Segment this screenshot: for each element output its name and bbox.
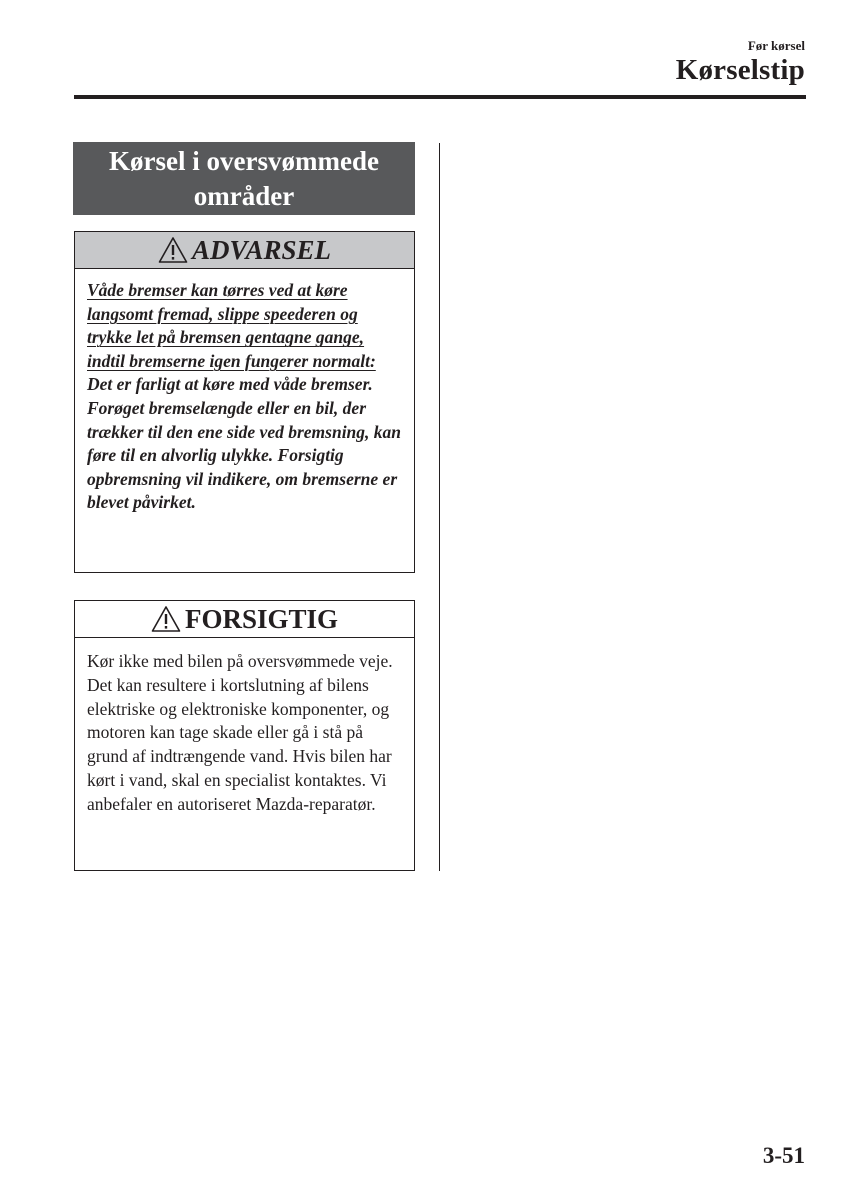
page-title: Kørselstip (675, 54, 805, 86)
caution-label: FORSIGTIG (184, 603, 339, 634)
column-divider (439, 143, 440, 871)
section-title-line1: Kørsel i oversvømmede (109, 146, 379, 176)
section-title-line2: områder (193, 181, 295, 211)
warning-triangle-icon (158, 236, 188, 264)
header-rule (74, 95, 806, 99)
header-section-label: Før kørsel (747, 38, 805, 53)
warning-header (75, 232, 414, 269)
caution-header (75, 601, 414, 638)
caution-box (74, 600, 415, 871)
warning-body (75, 269, 414, 515)
warning-text: Det er farligt at køre med våde bremser. Forøget bremselængde eller en bil, der trækker til den ene side ved bremsning, kan føre til en alvorlig ulykke. Forsigtig opbremsning vil indikere, om bremserne er blevet påvirket. (87, 374, 402, 513)
warning-triangle-icon (151, 605, 181, 633)
warning-underlined-text: Våde bremser kan tørres ved at køre langsomt fremad, slippe speederen og trykke let på bremsen gentagne gange, indtil bremserne igen fungerer normalt: (87, 280, 376, 371)
caution-body: Kør ikke med bilen på oversvømmede veje. Det kan resultere i kortslutning af bilens elektriske og elektroniske komponenter, og motoren kan tage skade eller gå i stå på grund af indtrængende vand. Hvis bilen har kørt i vand, skal en specialist kontaktes. Vi anbefaler en autoriseret Mazda-reparatør. (87, 651, 393, 814)
warning-label: ADVARSEL (191, 234, 332, 265)
warning-box (74, 231, 415, 573)
page-number: 3-51 (762, 1143, 805, 1168)
section-title (73, 142, 415, 215)
